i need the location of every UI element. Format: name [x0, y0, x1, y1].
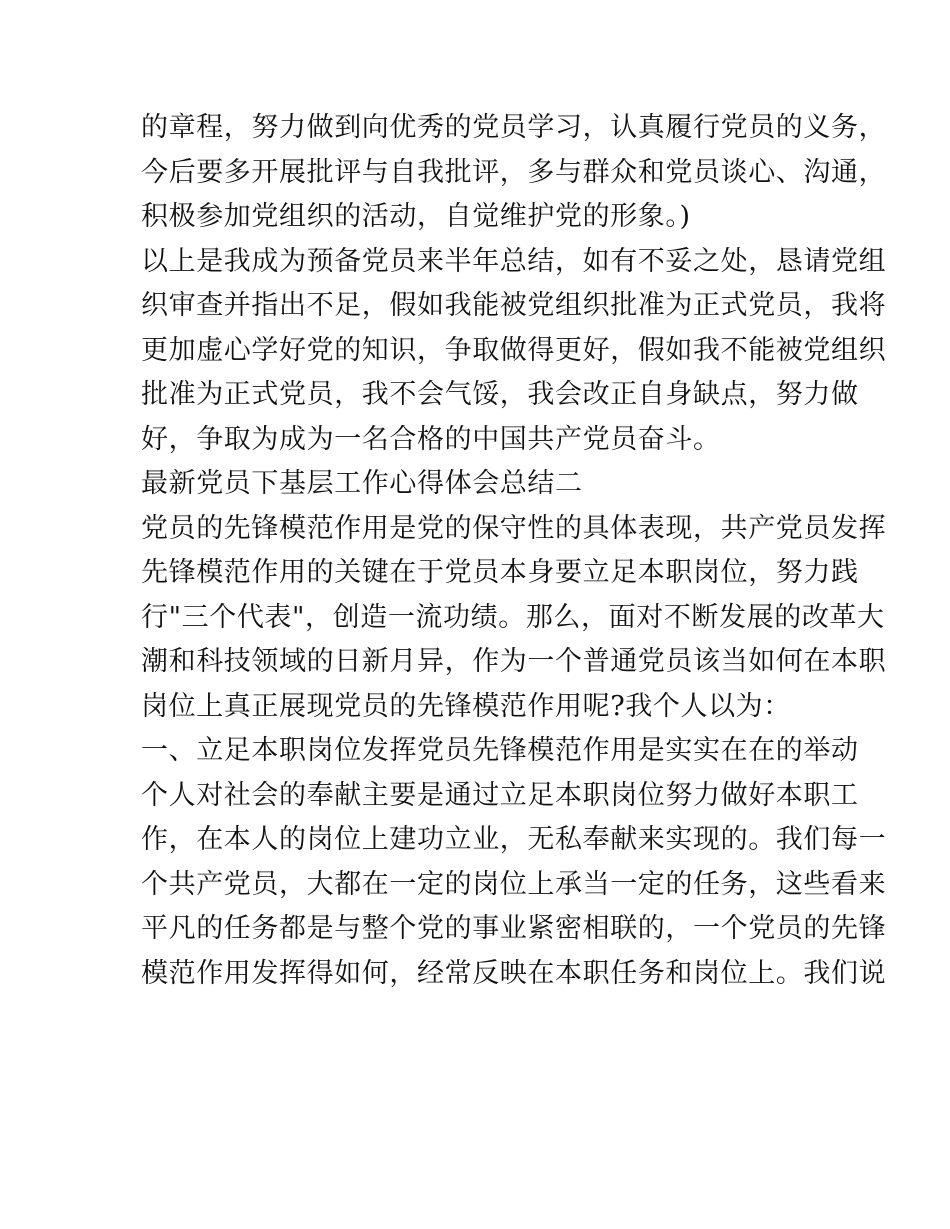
section-heading: 最新党员下基层工作心得体会总结二: [141, 468, 583, 499]
text-line: 个人对社会的奉献主要是通过立足本职岗位努力做好本职工: [141, 779, 859, 811]
text-line: 岗位上真正展现党员的先锋模范作用呢?我个人以为：: [141, 690, 791, 722]
text-line: 的章程，努力做到向优秀的党员学习，认真履行党员的义务，: [141, 112, 887, 143]
text-line: 模范作用发挥得如何，经常反映在本职任务和岗位上。我们说: [141, 957, 887, 989]
text-line: 先锋模范作用的关键在于党员本身要立足本职岗位，努力践: [141, 557, 859, 588]
text-line: 积极参加党组织的活动，自觉维护党的形象。): [141, 201, 691, 232]
text-line: 平凡的任务都是与整个党的事业紧密相联的，一个党员的先锋: [141, 913, 887, 944]
text-line: 行"三个代表"，创造一流功绩。那么，面对不断发展的改革大: [141, 601, 885, 633]
text-line: 好，争取为成为一名合格的中国共产党员奋斗。: [141, 423, 721, 455]
text-line: 作，在本人的岗位上建功立业，无私奉献来实现的。我们每一: [141, 824, 887, 855]
text-line: 织审查并指出不足，假如我能被党组织批准为正式党员，我将: [141, 290, 887, 321]
subsection-heading: 一、立足本职岗位发挥党员先锋模范作用是实实在在的举动: [141, 735, 859, 766]
text-line: 党员的先锋模范作用是党的保守性的具体表现，共产党员发挥: [141, 512, 887, 544]
text-line: 今后要多开展批评与自我批评，多与群众和党员谈心、沟通，: [141, 156, 887, 188]
text-line: 以上是我成为预备党员来半年总结，如有不妥之处，恳请党组: [141, 245, 887, 277]
text-line: 潮和科技领域的日新月异，作为一个普通党员该当如何在本职: [141, 646, 887, 677]
text-line: 个共产党员，大都在一定的岗位上承当一定的任务，这些看来: [141, 868, 887, 900]
text-line: 更加虚心学好党的知识，争取做得更好，假如我不能被党组织: [141, 334, 887, 366]
text-line: 批准为正式党员，我不会气馁，我会改正自身缺点，努力做: [141, 379, 859, 410]
document-body: [141, 106, 887, 996]
